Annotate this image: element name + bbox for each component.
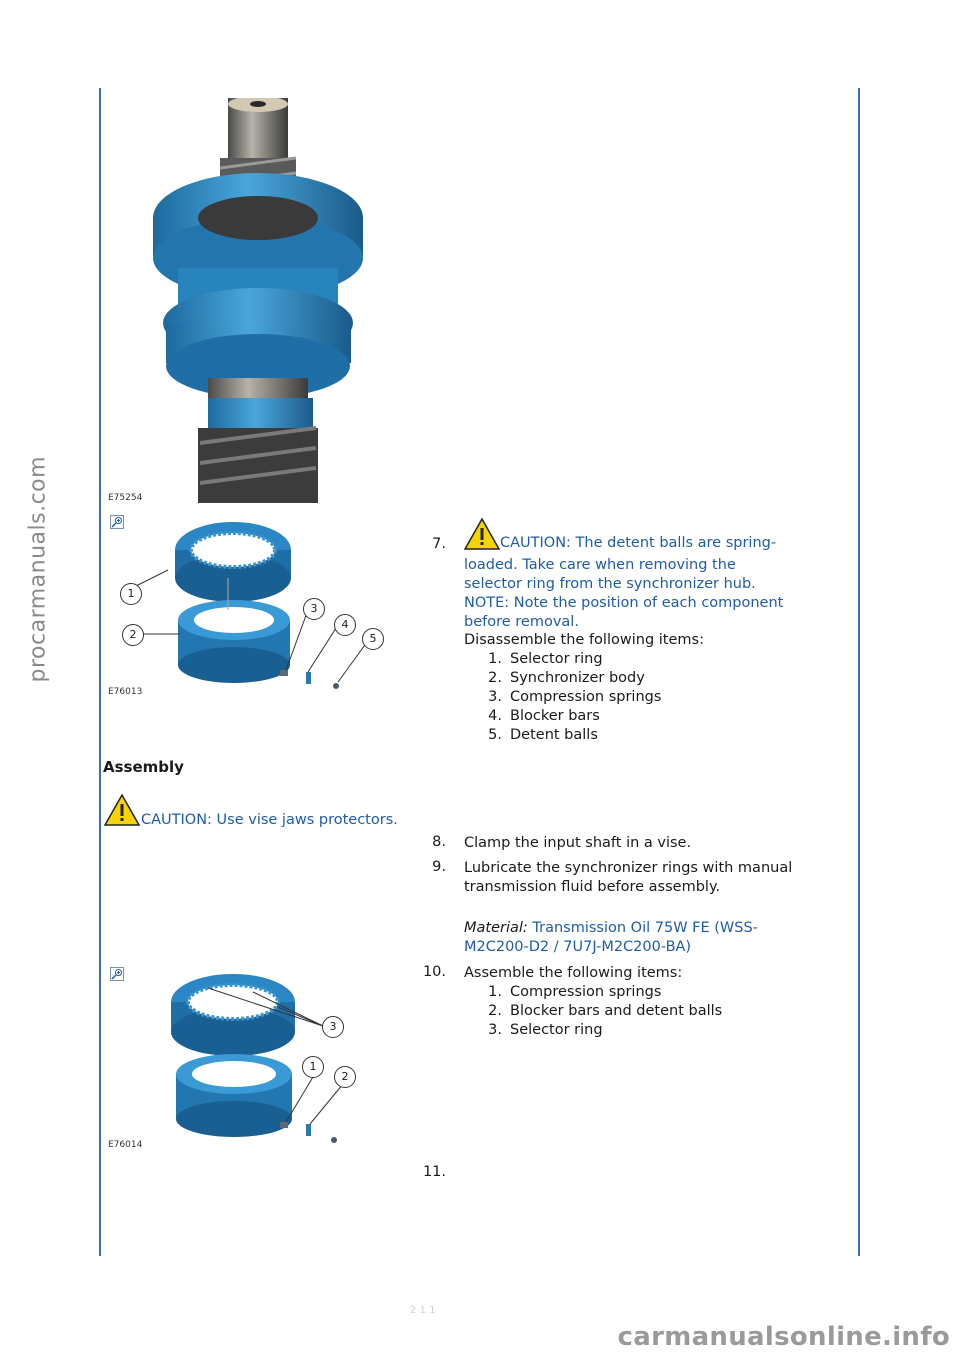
step-9-line-2: transmission fluid before assembly. [464, 879, 721, 895]
caution-line-2: loaded. Take care when removing the [464, 557, 736, 573]
callout-3: 3 [322, 1016, 344, 1038]
callout-1: 1 [120, 583, 142, 605]
input-shaft-figure [108, 98, 368, 506]
step-7-intro: Disassemble the following items: [464, 632, 704, 648]
synchronizer-assembly-figure [108, 962, 378, 1154]
synchronizer-disassembly-figure [108, 510, 398, 700]
callout-3: 3 [303, 598, 325, 620]
callout-1: 1 [302, 1056, 324, 1078]
bottom-watermark: carmanualsonline.info [617, 1322, 950, 1352]
assembly-heading: Assembly [103, 758, 184, 776]
material-label: Material: [464, 920, 528, 936]
callout-4: 4 [334, 614, 356, 636]
list-item: 1. Compression springs [488, 984, 662, 1000]
assembly-caution-text: CAUTION: Use vise jaws protectors. [141, 812, 398, 828]
caution-line-3: selector ring from the synchronizer hub. [464, 576, 756, 592]
step-9-text [464, 859, 792, 897]
step-10-intro: Assemble the following items: [464, 965, 683, 981]
step-7-list [480, 650, 780, 745]
list-item: 4. Blocker bars [488, 708, 600, 724]
step-8-number: 8. [432, 834, 446, 850]
step-7-number: 7. [432, 536, 446, 552]
step-9-material [464, 919, 758, 957]
callout-2: 2 [122, 624, 144, 646]
step-10-list [480, 983, 780, 1040]
step-9-line-1: Lubricate the synchronizer rings with manual [464, 860, 793, 876]
list-item: 3. Selector ring [488, 1022, 603, 1038]
left-border-line [99, 88, 101, 1256]
callout-5: 5 [362, 628, 384, 650]
callout-2: 2 [334, 1066, 356, 1088]
figure-label: E76014 [108, 1140, 143, 1150]
list-item: 2. Blocker bars and detent balls [488, 1003, 723, 1019]
list-item: 5. Detent balls [488, 727, 598, 743]
figure-label: E76013 [108, 687, 143, 697]
caution-line-1: CAUTION: The detent balls are spring- [500, 535, 777, 551]
list-item: 2. Synchronizer body [488, 670, 645, 686]
right-border-line [858, 88, 860, 1256]
note-line-2: before removal. [464, 614, 579, 630]
warning-icon [464, 518, 500, 550]
side-watermark: procarmanuals.com [25, 455, 51, 683]
warning-icon [104, 794, 140, 826]
note-line-1: NOTE: Note the position of each component [464, 595, 784, 611]
material-link-2[interactable]: M2C200-D2 / 7U7J-M2C200-BA) [464, 939, 692, 955]
step-9-number: 9. [432, 859, 446, 875]
step-7-caution [464, 518, 844, 632]
list-item: 1. Selector ring [488, 651, 603, 667]
step-8-text: Clamp the input shaft in a vise. [464, 835, 692, 851]
assembly-caution [104, 794, 504, 830]
page-number: 2 1 1 [410, 1305, 436, 1316]
list-item: 3. Compression springs [488, 689, 662, 705]
step-11-number: 11. [422, 1164, 446, 1180]
step-10-number: 10. [422, 964, 446, 980]
material-link[interactable]: Transmission Oil 75W FE (WSS- [532, 920, 758, 936]
figure-label: E75254 [108, 493, 143, 503]
